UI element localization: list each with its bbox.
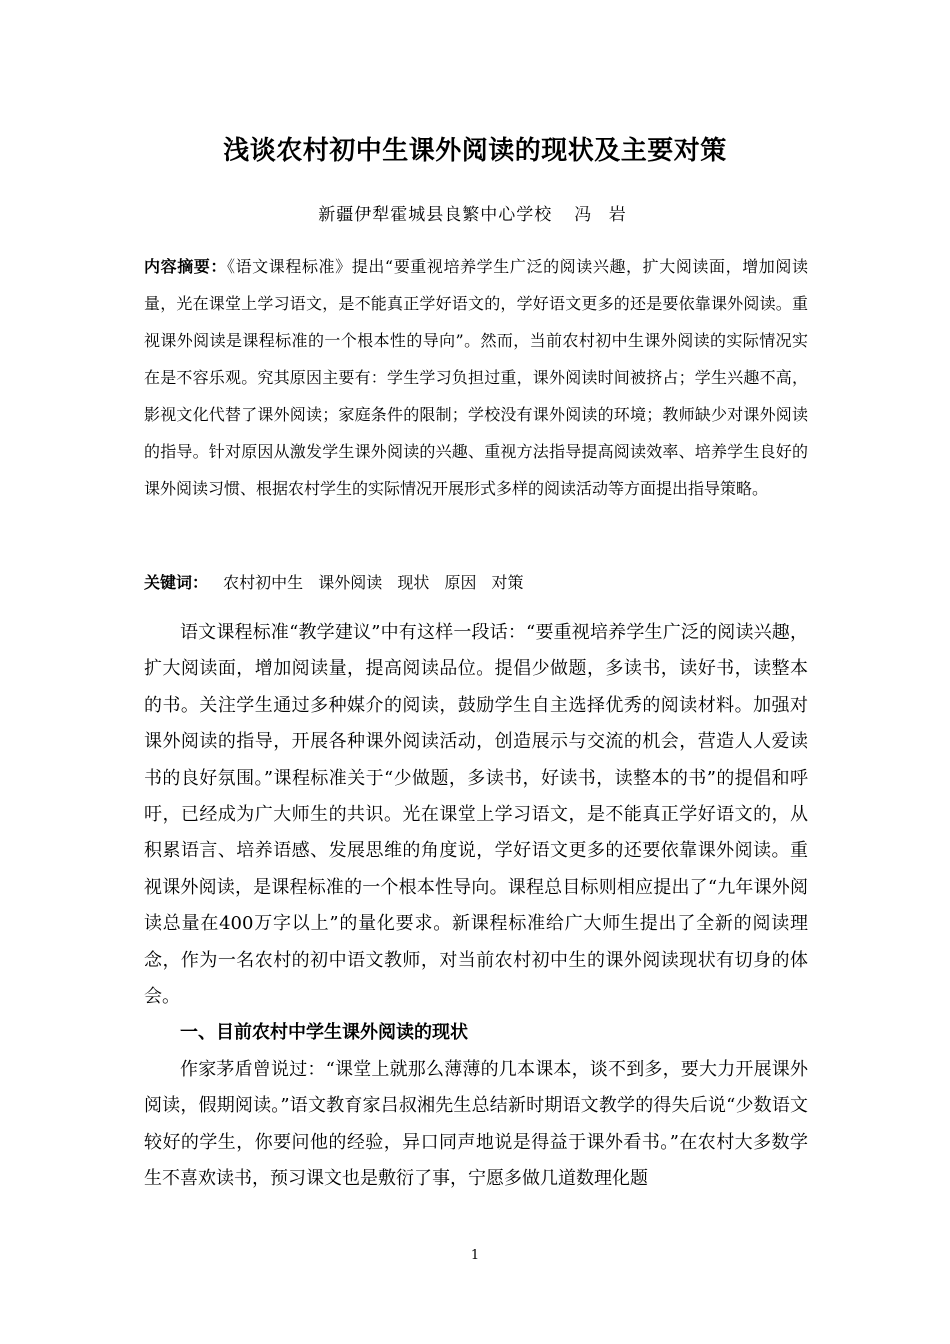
page-number: 1 bbox=[470, 1248, 480, 1263]
author-affiliation: 新疆伊犁霍城县良繁中心学校 bbox=[318, 205, 553, 225]
keyword: 原因 bbox=[444, 573, 477, 592]
keyword: 课外阅读 bbox=[318, 573, 383, 592]
author-line bbox=[0, 200, 950, 225]
body-text bbox=[144, 615, 808, 1198]
body-paragraph: 语文课程标准“教学建议”中有这样一段话：“要重视培养学生广泛的阅读兴趣，扩大阅读面，增加阅读量，提高阅读品位。提倡少做题，多读书，读好书，读整本的书。关注学生通过多种媒介的阅读，鼓励学生自主选择优秀的阅读材料。加强对课外阅读的指导，开展各种课外阅读活动，创造展示与交流的机会，营造人人爱读书的良好氛围。”课程标准关于“少做题，多读书，好读书，读整本的书”的提倡和呼吁，已经成为广大师生的共识。光在课堂上学习语文，是不能真正学好语文的，从积累语言、培养语感、发展思维的角度说，学好语文更多的还要依靠课外阅读。重视课外阅读，是课程标准的一个根本性导向。课程总目标则相应提出了“九年课外阅读总量在400万字以上”的量化要求。新课程标准给广大师生提出了全新的阅读理念，作为一名农村的初中语文教师，对当前农村初中生的课外阅读现状有切身的体会。 bbox=[144, 622, 808, 1008]
abstract-text: 《语文课程标准》提出“要重视培养学生广泛的阅读兴趣，扩大阅读面，增加阅读量，光在课堂上学习语文，是不能真正学好语文的，学好语文更多的还是要依靠课外阅读。重视课外阅读是课程标准的一个根本性的导向”。然而，当前农村初中生课外阅读的实际情况实在是不容乐观。究其原因主要有：学生学习负担过重，课外阅读时间被挤占；学生兴趣不高，影视文化代替了课外阅读；家庭条件的限制；学校没有课外阅读的环境；教师缺少对课外阅读的指导。针对原因从激发学生课外阅读的兴趣、重视方法指导提高阅读效率、培养学生良好的课外阅读习惯、根据农村学生的实际情况开展形式多样的阅读活动等方面提出指导策略。 bbox=[144, 257, 808, 498]
abstract bbox=[144, 248, 808, 507]
keyword: 对策 bbox=[491, 573, 524, 592]
section-heading: 一、目前农村中学生课外阅读的现状 bbox=[180, 1022, 468, 1044]
abstract-label: 内容摘要： bbox=[144, 257, 227, 276]
body-paragraph: 作家茅盾曾说过：“课堂上就那么薄薄的几本课本，谈不到多，要大力开展课外阅读，假期阅读。”语文教育家吕叔湘先生总结新时期语文教学的得失后说“少数语文较好的学生，你要问他的经验，异口同声地说是得益于课外看书。”在农村大多数学生不喜欢读书，预习课文也是敷衍了事，宁愿多做几道数理化题 bbox=[144, 1058, 808, 1190]
keyword: 农村初中生 bbox=[223, 573, 304, 592]
author-name: 冯 岩 bbox=[574, 205, 632, 225]
keyword: 现状 bbox=[397, 573, 430, 592]
keywords-label: 关键词： bbox=[144, 573, 209, 592]
keywords bbox=[144, 568, 808, 598]
document-title: 浅谈农村初中生课外阅读的现状及主要对策 bbox=[223, 136, 727, 166]
